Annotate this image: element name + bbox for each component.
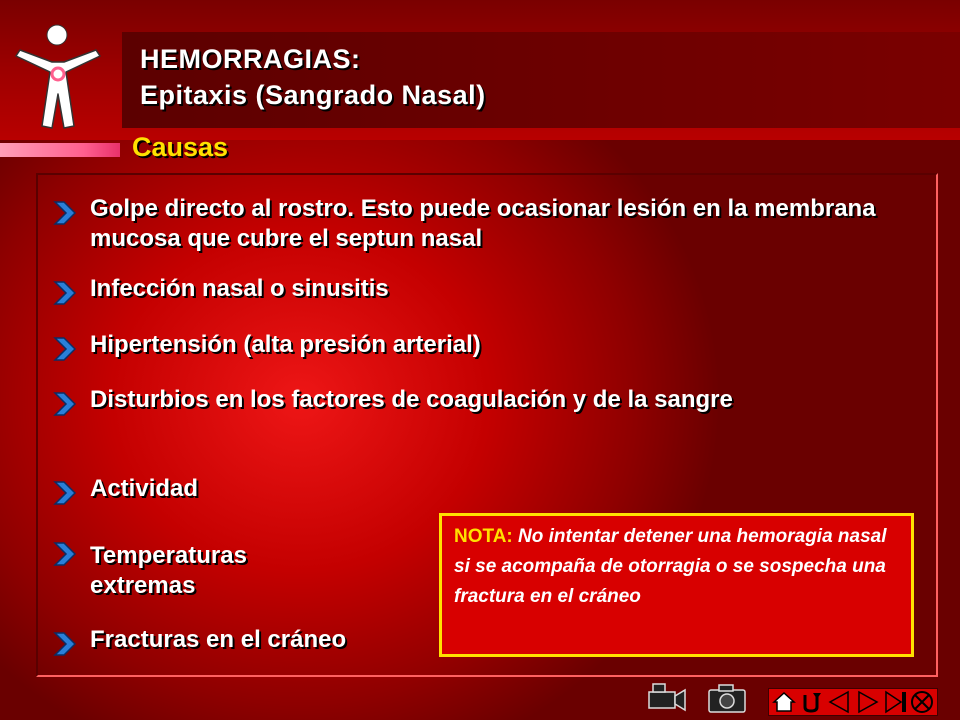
page-title-line2: Epitaxis (Sangrado Nasal) xyxy=(140,80,486,110)
list-item-text: Hipertensión (alta presión arterial) xyxy=(90,331,481,358)
bullet-arrow-icon xyxy=(52,480,78,506)
list-item-text: Golpe directo al rostro. Esto puede ocasionar lesión en la membrana mucosa que cubre el septun nasal xyxy=(90,195,876,252)
human-figure-icon xyxy=(8,22,104,130)
bullet-arrow-icon xyxy=(52,391,78,417)
list-item-text: Disturbios en los factores de coagulación y de la sangre xyxy=(90,386,733,413)
note-text xyxy=(454,522,904,612)
list-item-text: Temperaturas extremas xyxy=(90,542,247,599)
list-item-text: Infección nasal o sinusitis xyxy=(90,275,389,302)
bullet-arrow-icon xyxy=(52,541,78,567)
return-icon[interactable] xyxy=(796,689,826,715)
close-icon[interactable] xyxy=(907,689,937,715)
previous-icon[interactable] xyxy=(824,689,854,715)
bullet-arrow-icon xyxy=(52,200,78,226)
accent-bar xyxy=(0,143,120,157)
bullet-arrow-icon xyxy=(52,280,78,306)
home-icon[interactable] xyxy=(769,689,799,715)
video-camera-icon[interactable] xyxy=(645,680,689,716)
note-label: NOTA: xyxy=(454,526,513,547)
next-icon[interactable] xyxy=(853,689,883,715)
section-subtitle: Causas xyxy=(132,132,229,162)
bullet-arrow-icon xyxy=(52,631,78,657)
photo-camera-icon[interactable] xyxy=(705,680,749,716)
note-box xyxy=(439,513,914,657)
note-body: No intentar detener una hemoragia nasal si se acompaña de otorragia o se sospecha una fractura en el cráneo xyxy=(454,526,887,607)
page-title-line1: HEMORRAGIAS: xyxy=(140,44,361,74)
list-item-text: Fracturas en el cráneo xyxy=(90,626,347,653)
navigation-bar xyxy=(768,688,938,716)
bullet-arrow-icon xyxy=(52,336,78,362)
list-item-text: Actividad xyxy=(90,475,199,502)
